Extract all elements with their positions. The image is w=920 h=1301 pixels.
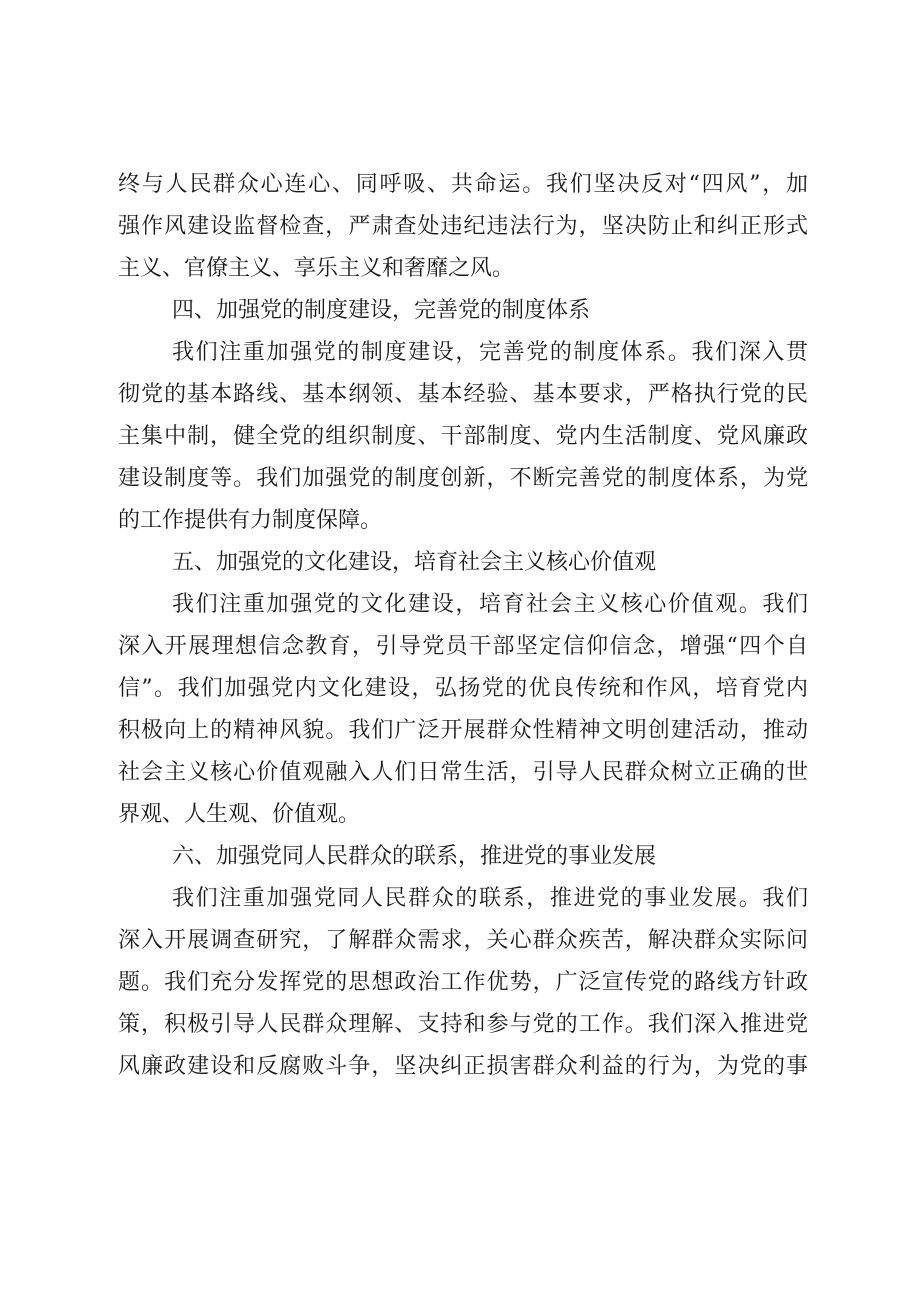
text-line: 界观、人生观、价值观。	[118, 802, 361, 827]
section-heading-4	[118, 290, 808, 332]
text-line: 信”。我们加强党内文化建设，弘扬党的优良传统和作风，培育党内	[118, 676, 808, 701]
text-line: 我们注重加强党同人民群众的联系，推进党的事业发展。我们	[172, 886, 808, 911]
section-heading-6	[118, 836, 808, 878]
text-line: 强作风建设监督检查，严肃查处违纪违法行为，坚决防止和纠正形式	[118, 214, 808, 239]
text-line: 彻党的基本路线、基本纲领、基本经验、基本要求，严格执行党的民	[118, 382, 808, 407]
paragraph-section-4	[118, 332, 808, 542]
text-line: 策，积极引导人民群众理解、支持和参与党的工作。我们深入推进党	[118, 1012, 808, 1037]
text-line: 主义、官僚主义、享乐主义和奢靡之风。	[118, 256, 515, 281]
heading-text: 六、加强党同人民群众的联系，推进党的事业发展	[172, 844, 657, 869]
text-line: 深入开展调查研究，了解群众需求，关心群众疾苦，解决群众实际问	[118, 928, 808, 953]
text-line: 我们注重加强党的制度建设，完善党的制度体系。我们深入贯	[172, 340, 808, 365]
text-line: 的工作提供有力制度保障。	[118, 508, 383, 533]
text-line: 我们注重加强党的文化建设，培育社会主义核心价值观。我们	[172, 592, 808, 617]
text-line: 积极向上的精神风貌。我们广泛开展群众性精神文明创建活动，推动	[118, 718, 808, 743]
text-line: 深入开展理想信念教育，引导党员干部坚定信仰信念，增强“四个自	[118, 634, 808, 659]
text-line: 风廉政建设和反腐败斗争，坚决纠正损害群众利益的行为，为党的事	[118, 1054, 808, 1079]
text-line: 主集中制，健全党的组织制度、干部制度、党内生活制度、党风廉政	[118, 424, 808, 449]
heading-text: 五、加强党的文化建设，培育社会主义核心价值观	[172, 550, 657, 575]
text-line: 社会主义核心价值观融入人们日常生活，引导人民群众树立正确的世	[118, 760, 808, 785]
document-body	[118, 164, 808, 1088]
section-heading-5	[118, 542, 808, 584]
heading-text: 四、加强党的制度建设，完善党的制度体系	[172, 298, 591, 323]
paragraph-section-6	[118, 878, 808, 1088]
text-line: 终与人民群众心连心、同呼吸、共命运。我们坚决反对“四风”，加	[118, 172, 808, 197]
paragraph-continuation	[118, 164, 808, 290]
text-line: 建设制度等。我们加强党的制度创新，不断完善党的制度体系，为党	[118, 466, 808, 491]
text-line: 题。我们充分发挥党的思想政治工作优势，广泛宣传党的路线方针政	[118, 970, 808, 995]
paragraph-section-5	[118, 584, 808, 836]
